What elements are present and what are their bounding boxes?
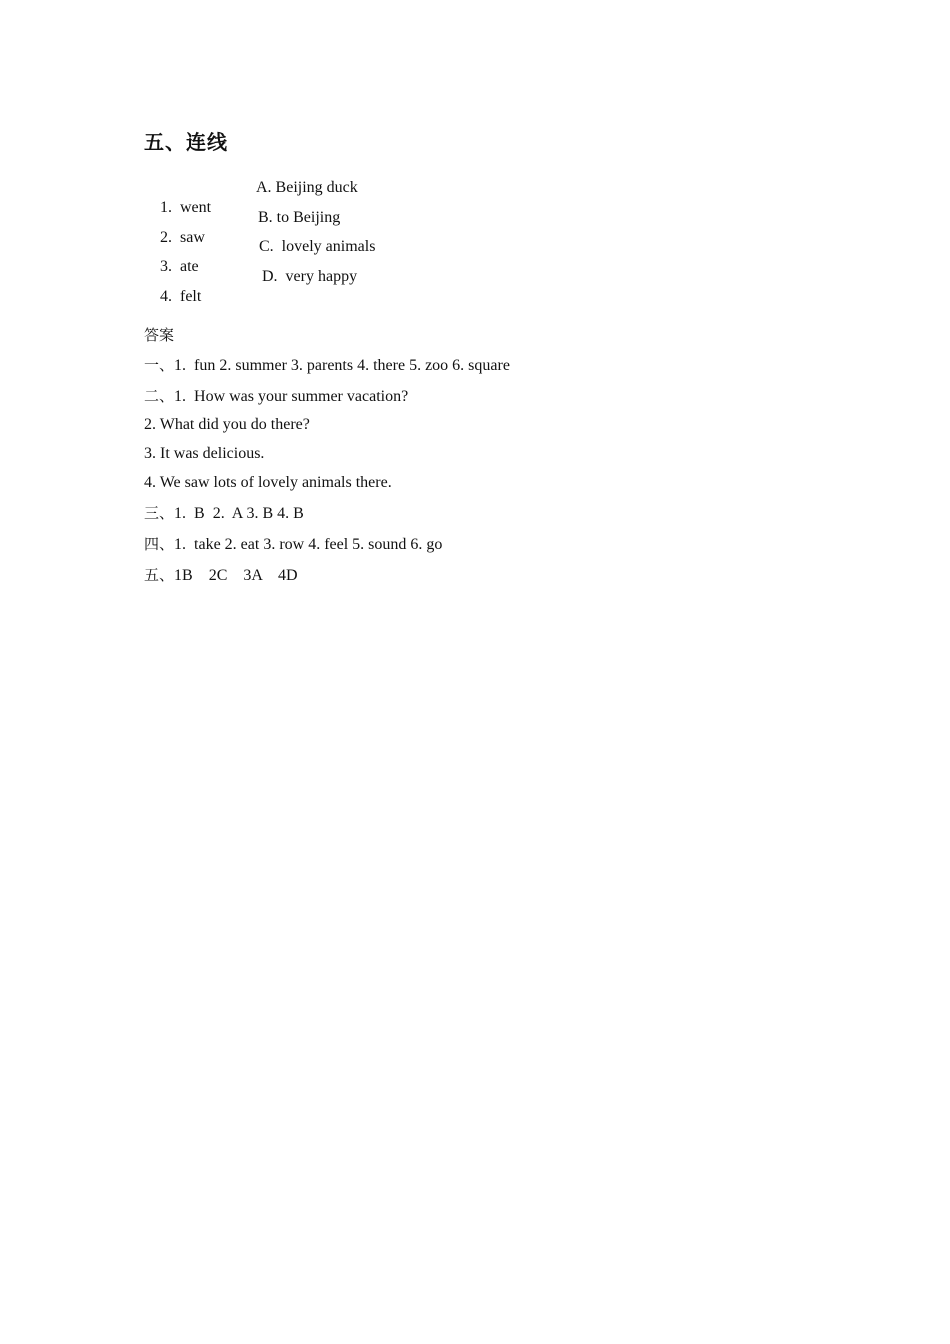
matching-left-item: 1. went [160, 199, 212, 216]
answer-line-5 [144, 565, 298, 586]
matching-left-item: 3. ate [160, 258, 199, 275]
answer-line-2-continued: 2. What did you do there? [144, 416, 310, 433]
answer-prefix: 三、 [144, 504, 175, 522]
answer-line-2-continued: 4. We saw lots of lovely animals there. [144, 474, 392, 491]
section-title: 五、连线 [144, 130, 228, 154]
answer-line-2 [144, 386, 408, 407]
answer-prefix: 二、 [144, 387, 175, 405]
answer-prefix: 五、 [144, 566, 175, 584]
matching-right-item: D. very happy [262, 268, 358, 285]
answer-line-2-continued: 3. It was delicious. [144, 445, 265, 462]
answers-heading: 答案 [144, 326, 175, 344]
matching-right-item: B. to Beijing [258, 209, 341, 226]
answer-prefix: 四、 [144, 535, 175, 553]
matching-right-item: A. Beijing duck [256, 179, 358, 196]
answer-text: 1. fun 2. summer 3. parents 4. there 5. zoo 6. square [174, 357, 510, 374]
answer-text: 1. How was your summer vacation? [174, 388, 409, 405]
answer-line-1 [144, 355, 510, 376]
answer-text: 1. take 2. eat 3. row 4. feel 5. sound 6. go [174, 536, 443, 553]
answer-text: 1B 2C 3A 4D [174, 567, 298, 584]
answer-line-3 [144, 503, 304, 524]
matching-left-item: 4. felt [160, 288, 202, 305]
matching-left-item: 2. saw [160, 229, 205, 246]
answer-line-4 [144, 534, 442, 555]
answer-text: 1. B 2. A 3. B 4. B [174, 505, 304, 522]
answer-prefix: 一、 [144, 356, 175, 374]
matching-right-item: C. lovely animals [259, 238, 376, 255]
